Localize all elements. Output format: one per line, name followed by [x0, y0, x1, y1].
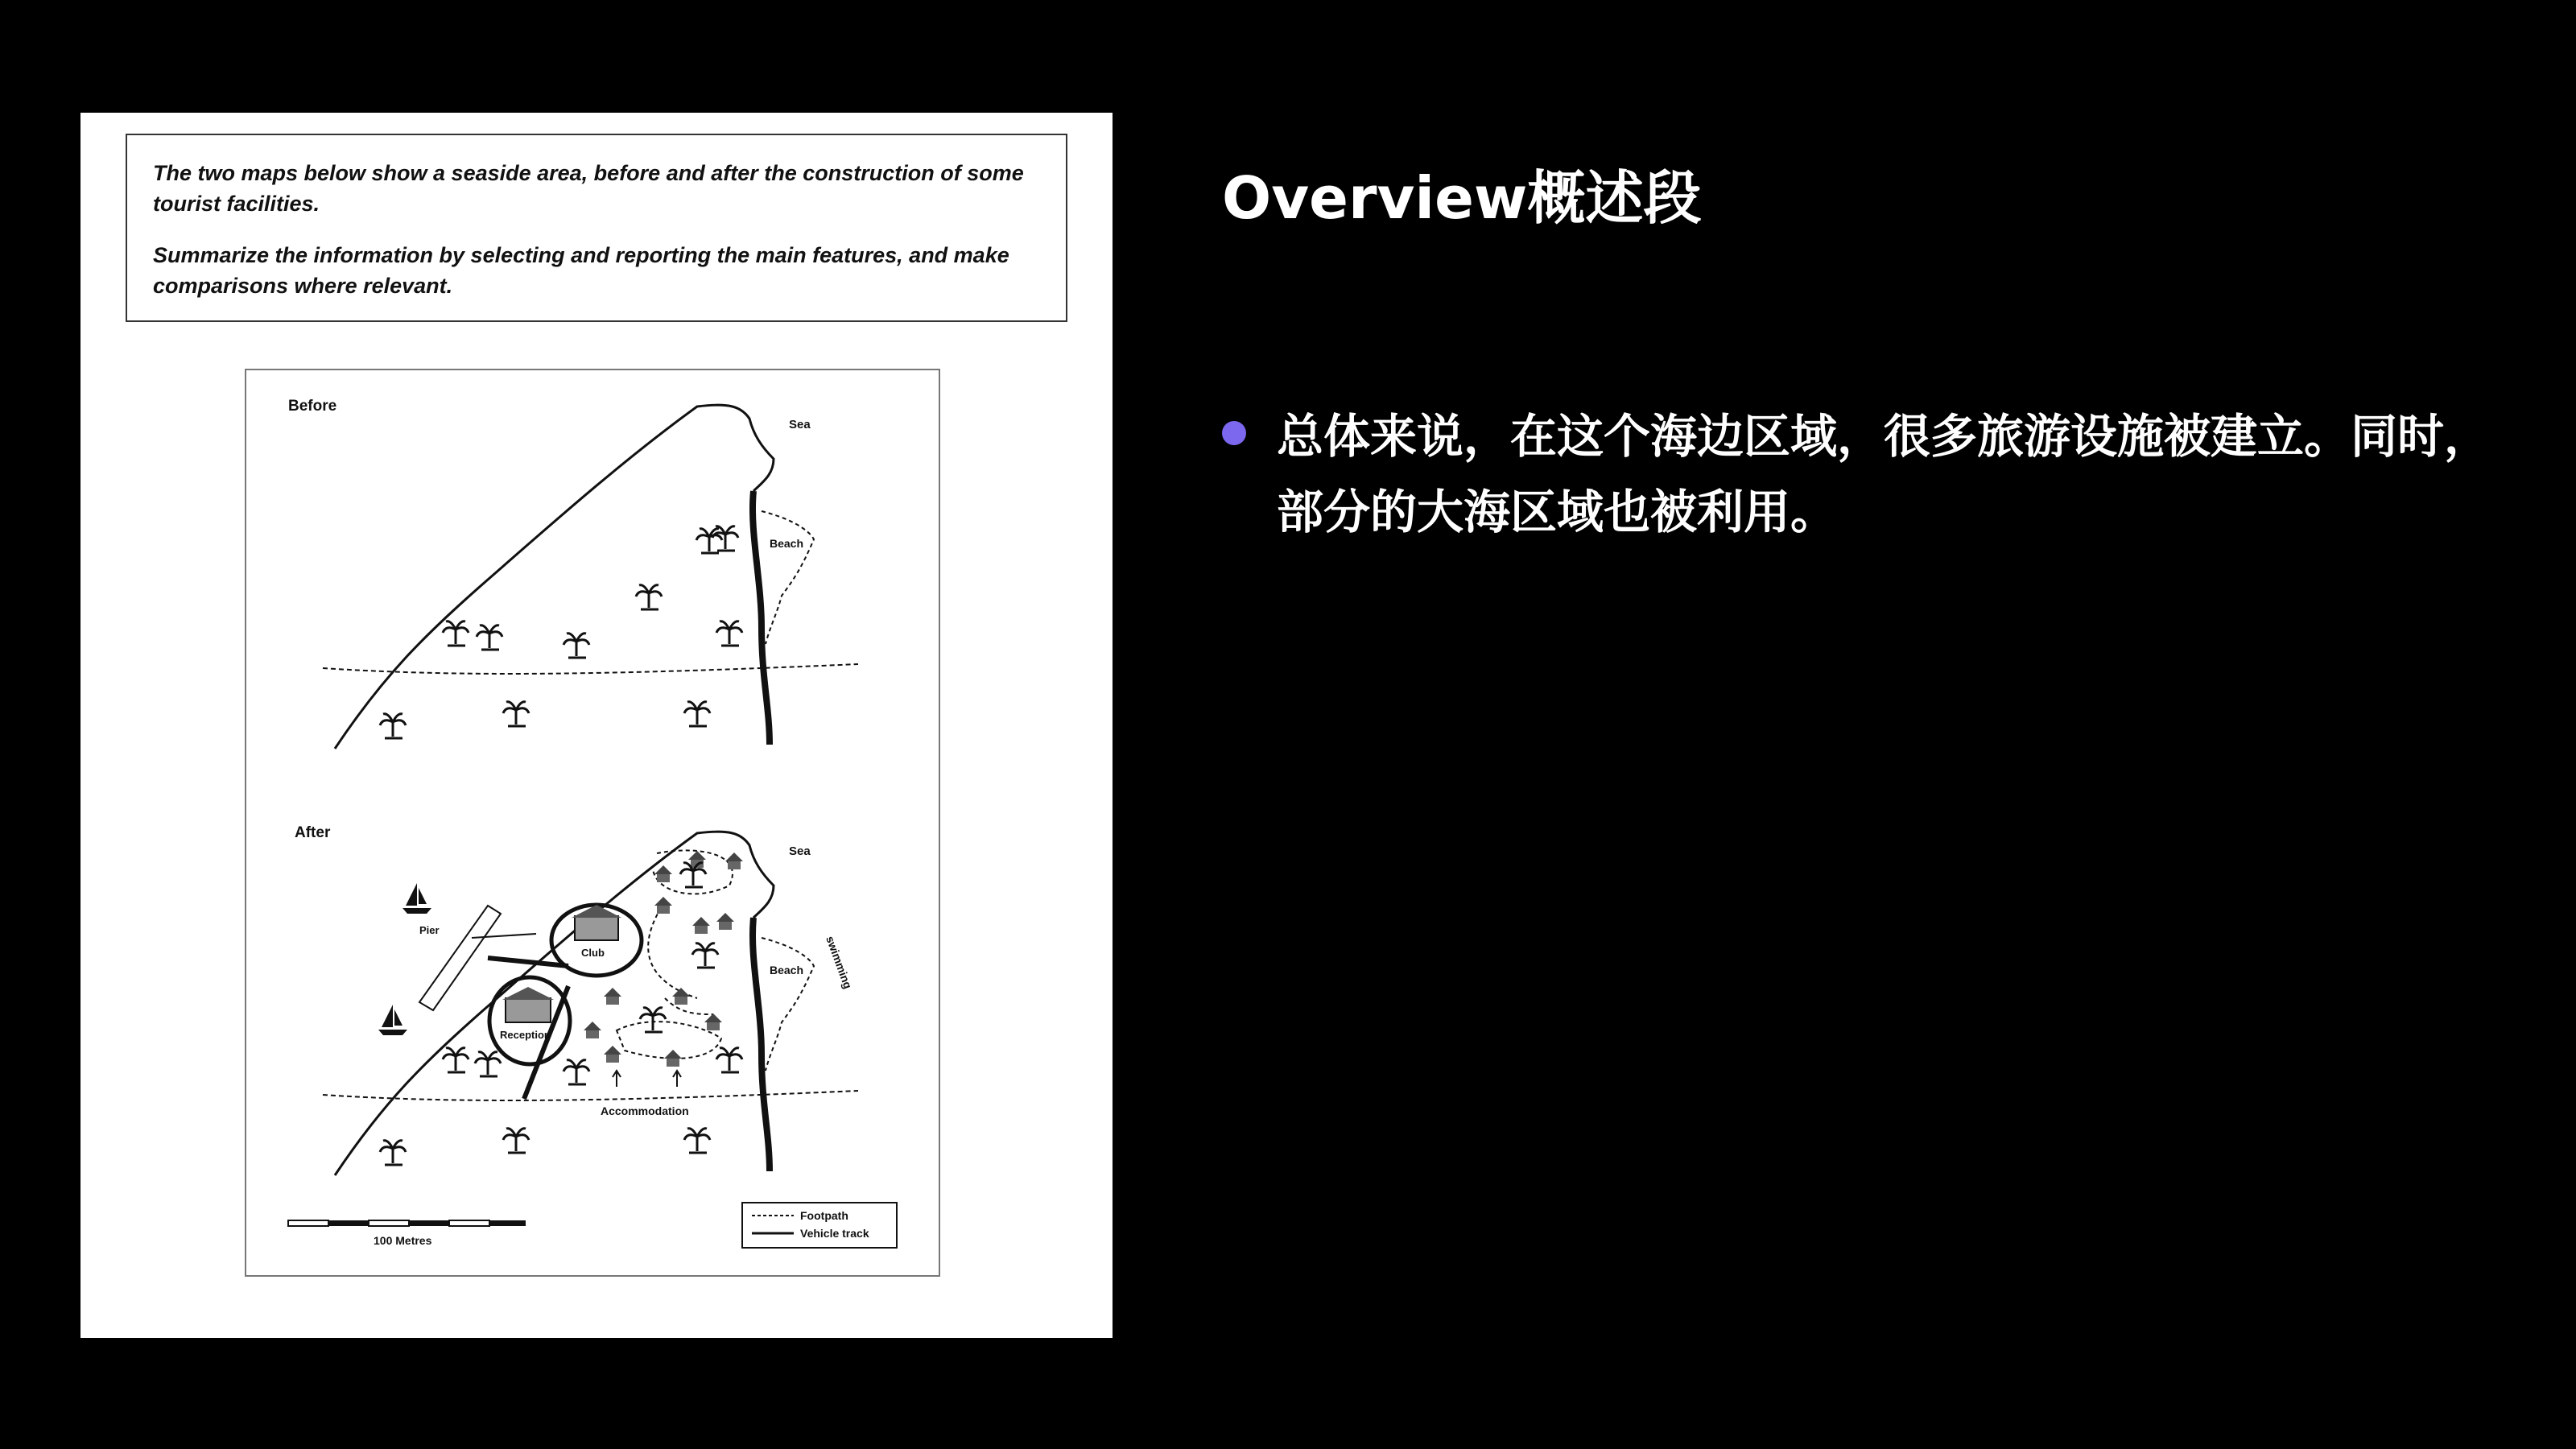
accommodation-label: Accommodation	[601, 1104, 689, 1117]
sailboat-icon	[378, 1005, 407, 1035]
palm-tree-icon	[636, 585, 662, 609]
accommodation-hut-icon	[692, 917, 710, 934]
accommodation-hut-icon	[654, 897, 672, 914]
before-beach-outline	[762, 511, 814, 644]
task-image-panel	[80, 113, 1113, 1338]
palm-tree-icon	[380, 714, 406, 738]
palm-tree-icon	[564, 634, 589, 658]
sailboat-icon	[402, 883, 431, 914]
palm-tree-icon	[475, 1052, 501, 1076]
palm-tree-icon	[564, 1060, 589, 1084]
sea-label-before: Sea	[789, 418, 811, 431]
palm-tree-icon	[684, 702, 710, 726]
after-beach-outline	[762, 938, 814, 1071]
task-prompt-line: Summarize the information by selecting and reporting the main features, and make comparisons where relevant.	[153, 243, 1009, 298]
pier-label: Pier	[419, 924, 440, 936]
before-coastline	[335, 405, 774, 749]
palm-tree-icon	[716, 621, 742, 646]
legend-vehicle-track-label: Vehicle track	[800, 1227, 869, 1240]
accommodation-hut-icon	[604, 988, 621, 1005]
palm-tree-icon	[692, 943, 718, 968]
scale-bar	[288, 1220, 526, 1226]
slide-heading: Overview概述段	[1222, 164, 1702, 232]
before-cliff-road	[753, 491, 770, 745]
palm-tree-icon	[640, 1008, 666, 1032]
arrow-up-icon	[613, 1071, 621, 1087]
reception-roof-icon	[502, 987, 554, 1000]
beach-label-after: Beach	[770, 964, 804, 976]
palm-tree-icon	[503, 1129, 529, 1153]
before-map-title: Before	[288, 398, 337, 415]
palm-tree-icon	[443, 621, 469, 646]
sea-label-after: Sea	[789, 844, 811, 858]
accommodation-hut-icon	[704, 1013, 722, 1030]
accommodation-hut-icon	[654, 865, 672, 882]
palm-tree-icon	[380, 1141, 406, 1165]
accommodation-hut-icon	[604, 1046, 621, 1063]
club-building-icon	[575, 916, 618, 940]
bullet-dot-icon	[1222, 421, 1246, 445]
before-footpath	[323, 664, 858, 674]
reception-building-icon	[506, 998, 551, 1022]
accommodation-hut-icon	[725, 852, 743, 869]
accommodation-hut-icon	[584, 1022, 601, 1038]
accommodation-hut-icon	[664, 1050, 682, 1067]
scale-label: 100 Metres	[374, 1234, 432, 1247]
palm-tree-icon	[503, 702, 529, 726]
beach-label-before: Beach	[770, 537, 804, 550]
swimming-label: swimming	[824, 934, 855, 991]
seaside-maps	[246, 370, 939, 1275]
after-cliff-road	[753, 918, 770, 1171]
after-footpath	[323, 1091, 858, 1100]
arrow-up-icon	[673, 1071, 681, 1087]
maps-frame	[245, 369, 940, 1277]
palm-tree-icon	[684, 1129, 710, 1153]
accommodation-footpath	[648, 902, 697, 998]
accommodation-footpath	[617, 1022, 721, 1059]
legend-footpath-label: Footpath	[800, 1209, 848, 1222]
task-prompt-line: The two maps below show a seaside area, before and after the construction of some tourist facilities.	[153, 161, 1024, 216]
accommodation-hut-icon	[672, 988, 690, 1005]
club-label: Club	[581, 947, 605, 959]
palm-tree-icon	[716, 1048, 742, 1072]
accommodation-hut-icon	[716, 913, 734, 930]
reception-label: Reception	[500, 1029, 551, 1041]
accommodation-footpath	[665, 998, 713, 1014]
after-map-title: After	[295, 824, 331, 841]
palm-tree-icon	[443, 1048, 469, 1072]
palm-tree-icon	[477, 625, 502, 650]
task-prompt-box	[126, 134, 1067, 322]
after-coastline	[335, 832, 774, 1175]
bullet-text: 总体来说，在这个海边区域，很多旅游设施被建立。同时，部分的大海区域也被利用。	[1277, 409, 2491, 539]
